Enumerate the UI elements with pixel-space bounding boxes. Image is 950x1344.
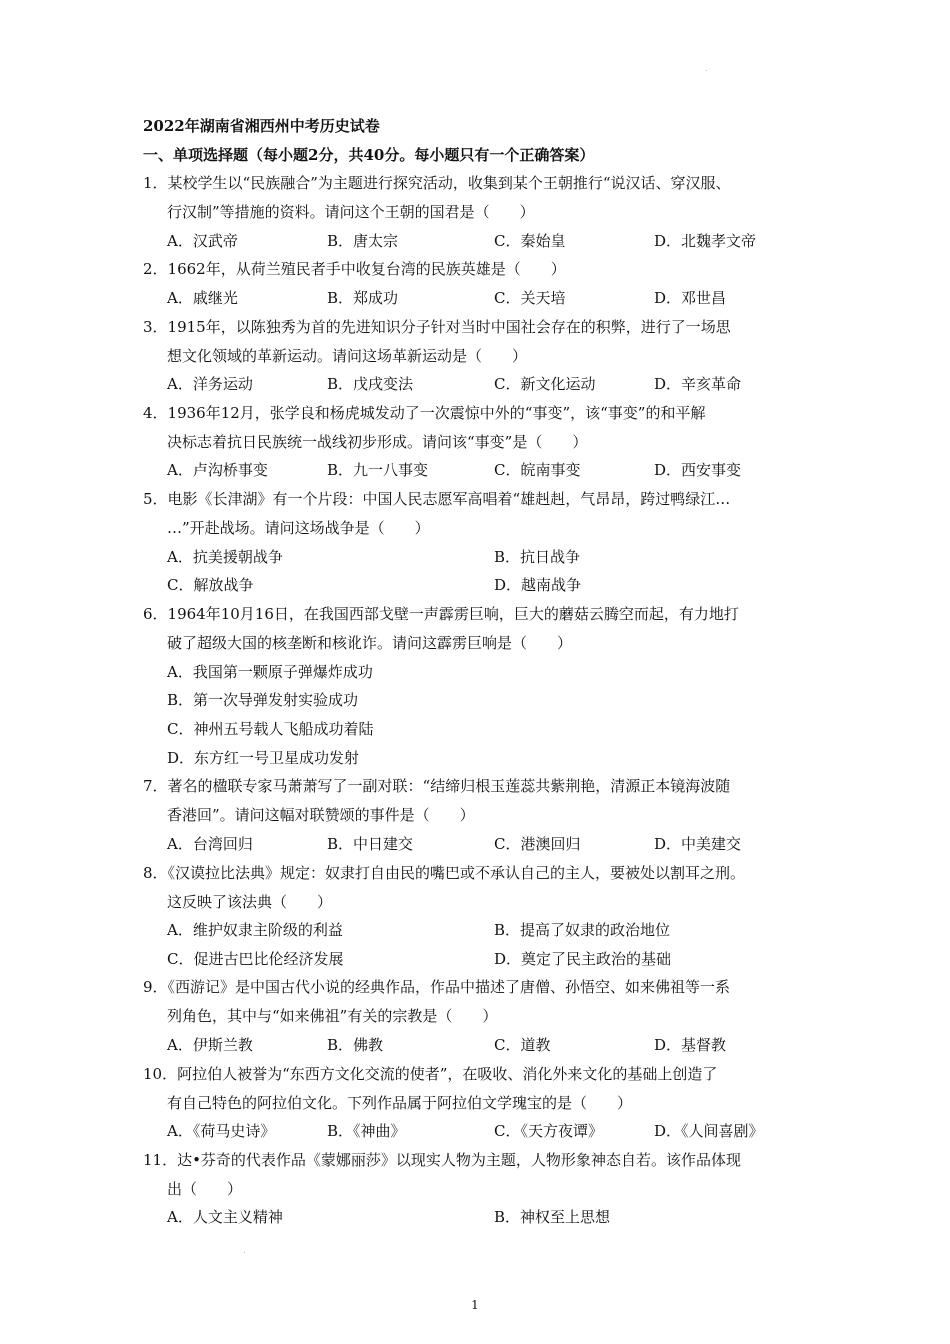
option-d: D．《人间喜剧》 bbox=[654, 1122, 764, 1140]
option-c: C．道教 bbox=[494, 1036, 551, 1054]
option-c: C．皖南事变 bbox=[494, 461, 581, 479]
option-b: B．戊戌变法 bbox=[327, 375, 414, 393]
option-c: C．港澳回归 bbox=[494, 835, 581, 853]
question-text-cont: 行汉制”等措施的资料。请问这个王朝的国君是（ ） bbox=[167, 203, 535, 221]
option-a: A．我国第一颗原子弹爆炸成功 bbox=[167, 663, 373, 681]
option-c: C．《天方夜谭》 bbox=[494, 1122, 603, 1140]
section-heading: 一、单项选择题（每小题2分，共40分。每小题只有一个正确答案） bbox=[143, 146, 595, 164]
option-d: D．越南战争 bbox=[494, 576, 582, 594]
speck bbox=[244, 1252, 245, 1253]
question-1 bbox=[143, 169, 823, 227]
option-d: D．中美建交 bbox=[654, 835, 742, 853]
option-a: A．戚继光 bbox=[167, 289, 238, 307]
option-b: B．中日建交 bbox=[327, 835, 414, 853]
option-d: D．东方红一号卫星成功发射 bbox=[167, 749, 360, 767]
question-text: 2．1662年，从荷兰殖民者手中收复台湾的民族英雄是（ ） bbox=[143, 260, 566, 278]
question-text-cont: 破了超级大国的核垄断和核讹诈。请问这霹雳巨响是（ ） bbox=[167, 634, 573, 652]
option-c: C．解放战争 bbox=[167, 576, 254, 594]
question-3 bbox=[143, 313, 823, 371]
option-b: B．佛教 bbox=[327, 1036, 384, 1054]
question-9 bbox=[143, 973, 823, 1031]
option-b: B．抗日战争 bbox=[494, 548, 581, 566]
option-a: A．卢沟桥事变 bbox=[167, 461, 268, 479]
exam-title: 2022年湖南省湘西州中考历史试卷 bbox=[143, 117, 380, 135]
question-text-cont: 有自己特色的阿拉伯文化。下列作品属于阿拉伯文学瑰宝的是（ ） bbox=[167, 1094, 633, 1112]
option-a: A．维护奴隶主阶级的利益 bbox=[167, 921, 343, 939]
option-c: C．关天培 bbox=[494, 289, 566, 307]
option-d: D．奠定了民主政治的基础 bbox=[494, 950, 672, 968]
question-text: 3．1915年，以陈独秀为首的先进知识分子针对当时中国社会存在的积弊，进行了一场思 bbox=[143, 318, 731, 336]
question-text-cont: 想文化领域的革新运动。请问这场革新运动是（ ） bbox=[167, 347, 528, 365]
question-10 bbox=[143, 1060, 823, 1118]
option-b: B．《神曲》 bbox=[327, 1122, 406, 1140]
speck bbox=[706, 70, 707, 71]
option-d: D．北魏孝文帝 bbox=[654, 232, 757, 250]
option-a: A．《荷马史诗》 bbox=[167, 1122, 276, 1140]
option-c: C．神州五号载人飞船成功着陆 bbox=[167, 720, 374, 738]
option-c: C．新文化运动 bbox=[494, 375, 596, 393]
option-b: B．提高了奴隶的政治地位 bbox=[494, 921, 671, 939]
option-c: C．促进古巴比伦经济发展 bbox=[167, 950, 344, 968]
option-d: D．基督教 bbox=[654, 1036, 727, 1054]
question-7 bbox=[143, 772, 823, 830]
option-a: A．汉武帝 bbox=[167, 232, 238, 250]
question-2 bbox=[143, 255, 823, 284]
question-text: 1．某校学生以“民族融合”为主题进行探究活动，收集到某个王朝推行“说汉话、穿汉服、 bbox=[143, 174, 731, 192]
question-6 bbox=[143, 600, 823, 658]
option-c: C．秦始皇 bbox=[494, 232, 566, 250]
option-a: A．抗美援朝战争 bbox=[167, 548, 283, 566]
question-4 bbox=[143, 399, 823, 457]
option-d: D．辛亥革命 bbox=[654, 375, 742, 393]
question-text: 4．1936年12月，张学良和杨虎城发动了一次震惊中外的“事变”，该“事变”的和平解 bbox=[143, 404, 706, 422]
option-b: B．九一八事变 bbox=[327, 461, 429, 479]
question-text-cont: 出（ ） bbox=[167, 1180, 243, 1198]
option-a: A．人文主义精神 bbox=[167, 1208, 283, 1226]
option-a: A．洋务运动 bbox=[167, 375, 253, 393]
option-b: B．郑成功 bbox=[327, 289, 399, 307]
option-b: B．唐太宗 bbox=[327, 232, 399, 250]
question-8 bbox=[143, 859, 823, 917]
option-b: B．第一次导弹发射实验成功 bbox=[167, 691, 359, 709]
question-text: 8．《汉谟拉比法典》规定：奴隶打自由民的嘴巴或不承认自己的主人，要被处以割耳之刑。 bbox=[143, 864, 746, 882]
question-text: 11．达•芬奇的代表作品《蒙娜丽莎》以现实人物为主题，人物形象神态自若。该作品体现 bbox=[143, 1151, 741, 1169]
question-text: 7．著名的楹联专家马萧萧写了一副对联：“结缔归根玉莲蕊共紫荆艳，清源正本镜海波随 bbox=[143, 777, 731, 795]
option-a: A．伊斯兰教 bbox=[167, 1036, 253, 1054]
question-text-cont: …”开赴战场。请问这场战争是（ ） bbox=[167, 519, 430, 537]
question-text: 9．《西游记》是中国古代小说的经典作品，作品中描述了唐僧、孙悟空、如来佛祖等一系 bbox=[143, 978, 731, 996]
option-b: B．神权至上思想 bbox=[494, 1208, 611, 1226]
option-d: D．邓世昌 bbox=[654, 289, 727, 307]
option-d: D．西安事变 bbox=[654, 461, 742, 479]
question-text-cont: 这反映了该法典（ ） bbox=[167, 893, 333, 911]
question-text-cont: 决标志着抗日民族统一战线初步形成。请问该“事变”是（ ） bbox=[167, 433, 588, 451]
question-5 bbox=[143, 485, 823, 543]
question-text: 5．电影《长津湖》有一个片段：中国人民志愿军高唱着“雄赳赳，气昂昂，跨过鸭绿江… bbox=[143, 490, 731, 508]
question-text: 6．1964年10月16日，在我国西部戈壁一声霹雳巨响，巨大的蘑菇云腾空而起，有力地打 bbox=[143, 605, 739, 623]
question-text-cont: 香港回”。请问这幅对联赞颂的事件是（ ） bbox=[167, 806, 475, 824]
question-text-cont: 列角色，其中与“如来佛祖”有关的宗教是（ ） bbox=[167, 1007, 498, 1025]
option-a: A．台湾回归 bbox=[167, 835, 253, 853]
page-number: 1 bbox=[471, 1298, 479, 1312]
question-11 bbox=[143, 1146, 823, 1204]
question-text: 10．阿拉伯人被誉为“东西方文化交流的使者”，在吸收、消化外来文化的基础上创造了 bbox=[143, 1065, 718, 1083]
